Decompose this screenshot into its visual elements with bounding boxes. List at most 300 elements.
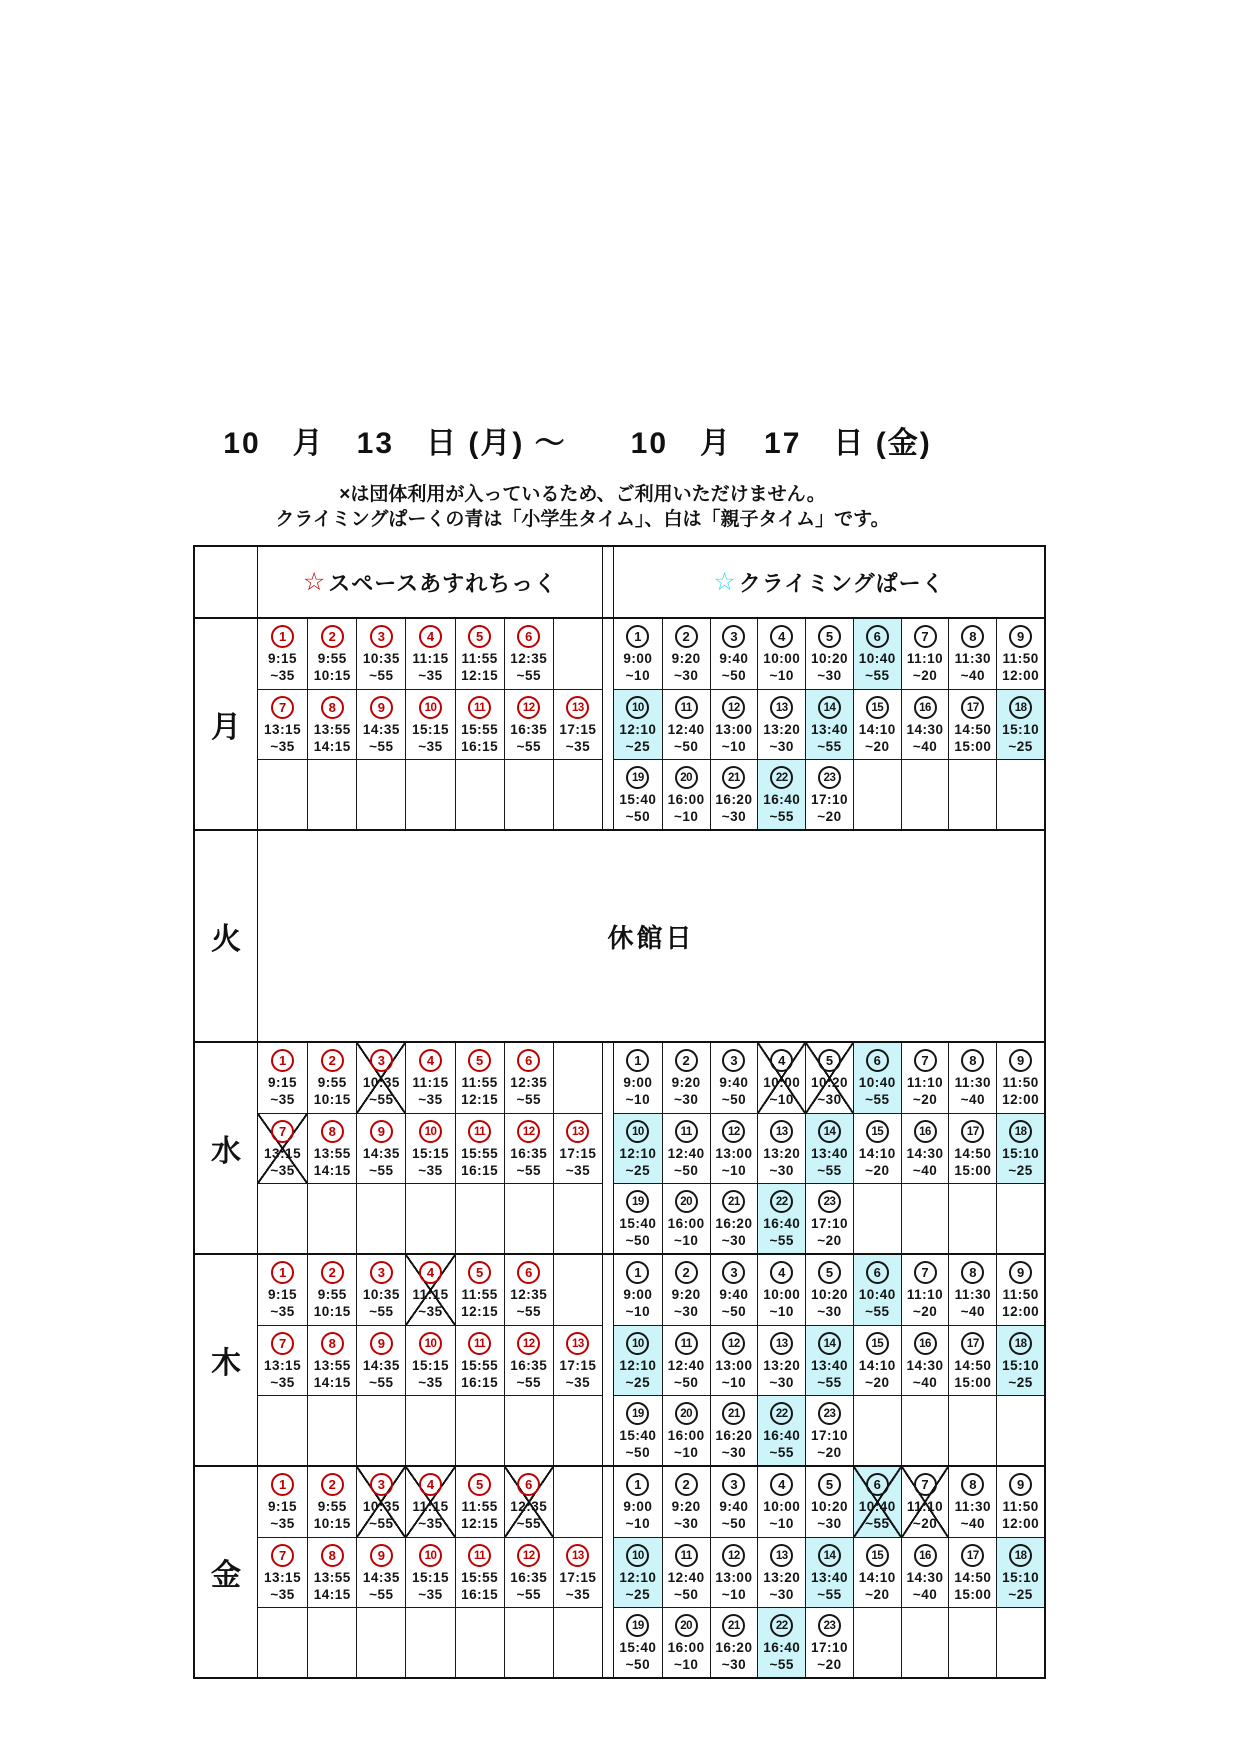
- athletic-slot-wed-6: [504, 1043, 553, 1113]
- slot-end-time: ~50: [673, 1162, 699, 1178]
- slot-number-circle: 1: [626, 625, 649, 648]
- slot-start-time: 15:55: [461, 1358, 499, 1373]
- slot-end-time: ~10: [673, 1444, 699, 1460]
- notes-block: [0, 482, 1165, 532]
- climbing-slot-wed-2: [662, 1043, 710, 1113]
- empty-cell: [307, 1395, 356, 1465]
- empty-cell: [553, 619, 602, 689]
- slot-end-time: ~55: [516, 1162, 541, 1178]
- day-label-wed: 水: [195, 1043, 258, 1253]
- slot-end-time: ~55: [817, 1586, 842, 1602]
- slot-number-circle: 19: [626, 766, 649, 789]
- slot-start-time: 16:20: [715, 792, 753, 807]
- slot-end-time: ~35: [565, 1162, 591, 1178]
- slot-start-time: 10:35: [362, 1075, 400, 1090]
- slot-number-circle: 19: [626, 1402, 649, 1425]
- slot-number-circle: 15: [866, 1544, 889, 1567]
- climbing-slot-fri-21: [710, 1607, 758, 1677]
- slot-end-time: ~40: [960, 667, 986, 683]
- slot-number-circle: 1: [626, 1473, 649, 1496]
- slot-start-time: 13:15: [264, 1358, 302, 1373]
- slot-start-time: 10:20: [810, 1075, 848, 1090]
- slot-number-circle: 11: [675, 696, 698, 719]
- climbing-section-header: [614, 547, 1044, 617]
- slot-number-circle: 5: [818, 1261, 841, 1284]
- slot-number-circle: 1: [271, 1049, 294, 1072]
- slot-number-circle: 9: [1009, 1473, 1032, 1496]
- slot-start-time: 11:50: [1002, 651, 1039, 666]
- empty-cell: [405, 1183, 454, 1253]
- climbing-slot-mon-12: [710, 689, 758, 759]
- athletic-slot-thu-12: [504, 1325, 553, 1395]
- empty-cell: [455, 759, 504, 829]
- climbing-slot-thu-18: [996, 1325, 1044, 1395]
- slot-start-time: 17:15: [559, 1570, 597, 1585]
- empty-cell: [901, 1183, 949, 1253]
- empty-cell: [455, 1607, 504, 1677]
- day-label-mon: 月: [195, 619, 258, 829]
- slot-number-circle: 13: [770, 696, 793, 719]
- slot-start-time: 10:40: [858, 651, 896, 666]
- empty-cell: [405, 1607, 454, 1677]
- slot-end-time: ~10: [769, 667, 794, 683]
- slot-start-time: 11:10: [906, 651, 944, 666]
- slot-number-circle: 5: [468, 1473, 491, 1496]
- slot-start-time: 9:20: [671, 651, 701, 666]
- athletic-slot-mon-2: [307, 619, 356, 689]
- athletic-slot-thu-7: [258, 1325, 307, 1395]
- slot-end-time: ~10: [625, 1091, 651, 1107]
- slot-end-time: ~55: [516, 1374, 541, 1390]
- slot-start-time: 10:40: [858, 1499, 896, 1514]
- athletic-slot-fri-7: [258, 1537, 307, 1607]
- slot-end-time: ~35: [270, 738, 295, 754]
- empty-cell: [853, 1395, 901, 1465]
- slot-end-time: ~55: [817, 1162, 842, 1178]
- empty-cell: [356, 1607, 405, 1677]
- slot-start-time: 17:10: [810, 792, 848, 807]
- slot-number-circle: 9: [370, 696, 393, 719]
- slot-number-circle: 11: [675, 1544, 698, 1567]
- climbing-slot-mon-22: [757, 759, 805, 829]
- slot-number-circle: 13: [566, 696, 589, 719]
- slot-number-circle: 3: [722, 1261, 745, 1284]
- slot-number-circle: 10: [626, 1544, 649, 1567]
- slot-end-time: ~35: [418, 1091, 443, 1107]
- athletic-slot-wed-13: [553, 1113, 602, 1183]
- slot-number-circle: 19: [626, 1614, 649, 1637]
- empty-cell: [996, 1395, 1044, 1465]
- climbing-slot-thu-10: [614, 1325, 662, 1395]
- climbing-slot-fri-16: [901, 1537, 949, 1607]
- athletic-slot-wed-5: [455, 1043, 504, 1113]
- slot-start-time: 11:55: [461, 651, 498, 666]
- slot-end-time: ~55: [369, 1374, 394, 1390]
- empty-cell: [307, 759, 356, 829]
- slot-end-time: ~55: [817, 1374, 842, 1390]
- slot-number-circle: 23: [818, 1614, 841, 1637]
- slot-end-time: ~55: [865, 1515, 890, 1531]
- slot-start-time: 9:20: [671, 1075, 701, 1090]
- slot-start-time: 9:40: [719, 651, 749, 666]
- slot-number-circle: 6: [517, 1473, 540, 1496]
- slot-number-circle: 13: [566, 1332, 589, 1355]
- empty-cell: [996, 1607, 1044, 1677]
- slot-start-time: 14:30: [906, 1146, 944, 1161]
- slot-end-time: ~25: [625, 1374, 651, 1390]
- slot-end-time: ~40: [912, 1586, 938, 1602]
- slot-start-time: 16:35: [510, 1358, 548, 1373]
- slot-number-circle: 15: [866, 1120, 889, 1143]
- day-row-mon: [195, 617, 1044, 829]
- slot-start-time: 12:35: [510, 1287, 548, 1302]
- climbing-slot-mon-13: [757, 689, 805, 759]
- empty-cell: [948, 1395, 996, 1465]
- slot-number-circle: 5: [468, 1261, 491, 1284]
- slot-end-time: ~20: [817, 1656, 842, 1672]
- athletic-slot-mon-10: [405, 689, 454, 759]
- slot-start-time: 9:40: [719, 1499, 749, 1514]
- slot-start-time: 11:30: [954, 1499, 991, 1514]
- slot-end-time: ~30: [817, 1303, 842, 1319]
- slot-end-time: ~30: [673, 667, 699, 683]
- slot-number-circle: 9: [1009, 1049, 1032, 1072]
- slot-number-circle: 11: [468, 1544, 491, 1567]
- slot-start-time: 12:10: [619, 1146, 657, 1161]
- slot-number-circle: 18: [1009, 1544, 1032, 1567]
- slot-number-circle: 4: [770, 1261, 793, 1284]
- athletic-grid-fri: [258, 1467, 602, 1677]
- day-row-tue: [195, 829, 1044, 1041]
- slot-end-time: ~20: [865, 738, 890, 754]
- slot-start-time: 13:55: [313, 1146, 351, 1161]
- slot-start-time: 11:30: [954, 1287, 991, 1302]
- slot-start-time: 13:40: [810, 722, 848, 737]
- empty-cell: [356, 1183, 405, 1253]
- slot-number-circle: 14: [818, 1544, 841, 1567]
- slot-start-time: 12:40: [667, 1358, 705, 1373]
- slot-end-time: ~55: [516, 738, 541, 754]
- closed-day-cell: 休館日: [607, 922, 695, 953]
- red-star-icon: ☆: [302, 567, 327, 596]
- climbing-slot-wed-14: [805, 1113, 853, 1183]
- slot-number-circle: 12: [517, 1332, 540, 1355]
- climbing-slot-fri-14: [805, 1537, 853, 1607]
- slot-start-time: 16:20: [715, 1428, 753, 1443]
- slot-end-time: ~30: [817, 667, 842, 683]
- athletic-slot-fri-11: [455, 1537, 504, 1607]
- slot-end-time: ~55: [369, 738, 394, 754]
- athletic-slot-thu-6: [504, 1255, 553, 1325]
- slot-start-time: 12:40: [667, 722, 705, 737]
- climbing-slot-thu-2: [662, 1255, 710, 1325]
- slot-end-time: ~35: [270, 667, 295, 683]
- slot-number-circle: 10: [626, 696, 649, 719]
- slot-start-time: 15:15: [411, 1358, 449, 1373]
- athletic-slot-thu-13: [553, 1325, 602, 1395]
- slot-end-time: ~55: [516, 1091, 541, 1107]
- slot-end-time: ~25: [1008, 1374, 1033, 1390]
- climbing-slot-mon-16: [901, 689, 949, 759]
- athletic-slot-wed-1: [258, 1043, 307, 1113]
- slot-end-time: 15:00: [954, 1374, 992, 1390]
- slot-number-circle: 9: [370, 1120, 393, 1143]
- empty-cell: [258, 759, 307, 829]
- slot-start-time: 12:40: [667, 1570, 705, 1585]
- slot-end-time: ~35: [418, 1374, 443, 1390]
- climbing-slot-thu-6: [853, 1255, 901, 1325]
- empty-cell: [553, 759, 602, 829]
- climbing-slot-mon-5: [805, 619, 853, 689]
- climbing-slot-mon-11: [662, 689, 710, 759]
- slot-number-circle: 16: [914, 1544, 937, 1567]
- climbing-slot-fri-13: [757, 1537, 805, 1607]
- slot-number-circle: 18: [1009, 1332, 1032, 1355]
- empty-cell: [405, 759, 454, 829]
- slot-number-circle: 2: [675, 1049, 698, 1072]
- slot-start-time: 15:40: [619, 1428, 657, 1443]
- slot-start-time: 11:10: [906, 1287, 944, 1302]
- slot-number-circle: 14: [818, 696, 841, 719]
- athletic-slot-fri-6: [504, 1467, 553, 1537]
- slot-end-time: 10:15: [313, 1091, 351, 1107]
- slot-number-circle: 1: [271, 625, 294, 648]
- climbing-slot-wed-5: [805, 1043, 853, 1113]
- page-title: 10 月 13 日 (月) ～ 10 月 17 日 (金): [223, 427, 932, 460]
- slot-number-circle: 21: [722, 1614, 745, 1637]
- slot-start-time: 12:35: [510, 651, 548, 666]
- slot-start-time: 12:35: [510, 1075, 548, 1090]
- slot-start-time: 11:15: [412, 1075, 449, 1090]
- slot-number-circle: 10: [626, 1332, 649, 1355]
- slot-end-time: ~40: [960, 1515, 986, 1531]
- slot-number-circle: 17: [961, 1544, 984, 1567]
- empty-cell: [996, 759, 1044, 829]
- athletic-slot-wed-7: [258, 1113, 307, 1183]
- slot-end-time: ~55: [865, 667, 890, 683]
- climbing-slot-mon-8: [948, 619, 996, 689]
- slot-end-time: ~25: [625, 1162, 651, 1178]
- slot-end-time: 15:00: [954, 738, 992, 754]
- slot-start-time: 15:40: [619, 792, 657, 807]
- section-separator: [602, 1255, 614, 1465]
- slot-start-time: 9:15: [268, 1287, 298, 1302]
- athletic-slot-fri-10: [405, 1537, 454, 1607]
- slot-start-time: 11:55: [461, 1499, 498, 1514]
- slot-start-time: 10:20: [810, 1499, 848, 1514]
- slot-end-time: ~35: [565, 738, 591, 754]
- slot-number-circle: 11: [675, 1332, 698, 1355]
- climbing-slot-fri-19: [614, 1607, 662, 1677]
- slot-number-circle: 16: [914, 1332, 937, 1355]
- day-row-thu: [195, 1253, 1044, 1465]
- empty-cell: [901, 759, 949, 829]
- slot-number-circle: 2: [321, 1049, 344, 1072]
- empty-cell: [356, 759, 405, 829]
- slot-end-time: ~55: [769, 1444, 794, 1460]
- slot-start-time: 11:50: [1002, 1287, 1039, 1302]
- slot-end-time: ~35: [270, 1586, 295, 1602]
- day-row-wed: [195, 1041, 1044, 1253]
- slot-end-time: ~10: [769, 1303, 794, 1319]
- slot-number-circle: 8: [321, 1120, 344, 1143]
- slot-end-time: ~35: [418, 1303, 443, 1319]
- slot-end-time: ~10: [721, 1162, 747, 1178]
- slot-end-time: ~35: [418, 738, 443, 754]
- empty-cell: [853, 759, 901, 829]
- climbing-slot-mon-23: [805, 759, 853, 829]
- slot-start-time: 9:55: [317, 651, 347, 666]
- slot-start-time: 10:00: [763, 651, 801, 666]
- climbing-slot-wed-23: [805, 1183, 853, 1253]
- slot-number-circle: 20: [675, 1614, 698, 1637]
- slot-start-time: 15:40: [619, 1640, 657, 1655]
- slot-start-time: 16:20: [715, 1216, 753, 1231]
- slot-start-time: 17:15: [559, 722, 597, 737]
- slot-start-time: 10:35: [362, 651, 400, 666]
- slot-number-circle: 6: [517, 1049, 540, 1072]
- slot-number-circle: 23: [818, 1402, 841, 1425]
- slot-start-time: 13:00: [715, 722, 753, 737]
- section-separator: [602, 547, 614, 617]
- climbing-slot-thu-15: [853, 1325, 901, 1395]
- slot-start-time: 12:10: [619, 722, 657, 737]
- slot-end-time: ~55: [817, 738, 842, 754]
- slot-number-circle: 13: [770, 1544, 793, 1567]
- slot-start-time: 9:15: [268, 1499, 298, 1514]
- climbing-slot-mon-2: [662, 619, 710, 689]
- slot-end-time: ~25: [1008, 1162, 1033, 1178]
- climbing-slot-fri-23: [805, 1607, 853, 1677]
- climbing-slot-fri-10: [614, 1537, 662, 1607]
- slot-start-time: 15:55: [461, 1146, 499, 1161]
- slot-end-time: ~55: [865, 1091, 890, 1107]
- slot-start-time: 13:00: [715, 1570, 753, 1585]
- athletic-slot-thu-10: [405, 1325, 454, 1395]
- climbing-slot-fri-1: [614, 1467, 662, 1537]
- climbing-header-label: クライミングぱーく: [738, 570, 945, 596]
- climbing-slot-fri-18: [996, 1537, 1044, 1607]
- climbing-slot-fri-8: [948, 1467, 996, 1537]
- slot-end-time: ~10: [625, 1515, 651, 1531]
- empty-cell: [553, 1467, 602, 1537]
- slot-number-circle: 8: [961, 625, 984, 648]
- slot-number-circle: 5: [818, 1049, 841, 1072]
- slot-start-time: 13:00: [715, 1146, 753, 1161]
- slot-number-circle: 6: [866, 625, 889, 648]
- athletic-section-header: [258, 547, 602, 617]
- slot-end-time: ~55: [369, 1162, 394, 1178]
- slot-number-circle: 7: [914, 1049, 937, 1072]
- slot-end-time: ~30: [721, 808, 747, 824]
- slot-number-circle: 15: [866, 696, 889, 719]
- climbing-slot-mon-9: [996, 619, 1044, 689]
- slot-start-time: 16:40: [763, 1216, 801, 1231]
- climbing-slot-mon-15: [853, 689, 901, 759]
- slot-number-circle: 2: [675, 1261, 698, 1284]
- slot-start-time: 12:40: [667, 1146, 705, 1161]
- slot-start-time: 11:50: [1002, 1075, 1039, 1090]
- slot-number-circle: 6: [517, 1261, 540, 1284]
- athletic-slot-thu-5: [455, 1255, 504, 1325]
- slot-start-time: 16:35: [510, 1570, 548, 1585]
- empty-cell: [307, 1607, 356, 1677]
- slot-end-time: ~20: [817, 1444, 842, 1460]
- climbing-slot-fri-4: [757, 1467, 805, 1537]
- slot-start-time: 16:40: [763, 1640, 801, 1655]
- slot-number-circle: 12: [517, 1120, 540, 1143]
- empty-cell: [455, 1395, 504, 1465]
- slot-end-time: ~10: [625, 667, 651, 683]
- slot-end-time: ~20: [817, 1232, 842, 1248]
- slot-start-time: 14:35: [362, 1358, 400, 1373]
- slot-start-time: 15:15: [411, 1146, 449, 1161]
- slot-end-time: ~50: [625, 1656, 651, 1672]
- slot-number-circle: 12: [722, 1332, 745, 1355]
- note-line-cross: ×は団体利用が入っているため、ご利用いただけません。: [339, 484, 826, 505]
- slot-start-time: 13:15: [264, 1146, 302, 1161]
- slot-end-time: ~10: [673, 808, 699, 824]
- slot-end-time: ~30: [721, 1232, 747, 1248]
- climbing-slot-wed-19: [614, 1183, 662, 1253]
- empty-cell: [553, 1043, 602, 1113]
- slot-end-time: 14:15: [313, 738, 351, 754]
- slot-start-time: 10:00: [763, 1499, 801, 1514]
- slot-number-circle: 18: [1009, 696, 1032, 719]
- slot-number-circle: 1: [626, 1049, 649, 1072]
- slot-end-time: ~25: [625, 738, 651, 754]
- empty-cell: [948, 1607, 996, 1677]
- slot-number-circle: 3: [722, 1049, 745, 1072]
- athletic-slot-thu-11: [455, 1325, 504, 1395]
- empty-cell: [853, 1607, 901, 1677]
- slot-number-circle: 6: [866, 1473, 889, 1496]
- climbing-slot-wed-18: [996, 1113, 1044, 1183]
- climbing-slot-thu-16: [901, 1325, 949, 1395]
- slot-number-circle: 20: [675, 1190, 698, 1213]
- slot-end-time: ~40: [912, 738, 938, 754]
- athletic-slot-thu-3: [356, 1255, 405, 1325]
- athletic-slot-fri-9: [356, 1537, 405, 1607]
- slot-start-time: 14:50: [954, 1570, 992, 1585]
- athletic-slot-thu-4: [405, 1255, 454, 1325]
- slot-start-time: 11:15: [412, 1499, 449, 1514]
- slot-start-time: 9:20: [671, 1287, 701, 1302]
- slot-start-time: 11:50: [1002, 1499, 1039, 1514]
- climbing-slot-thu-1: [614, 1255, 662, 1325]
- climbing-grid-mon: [614, 619, 1044, 829]
- slot-end-time: ~55: [769, 1656, 794, 1672]
- empty-cell: [901, 1607, 949, 1677]
- slot-start-time: 10:35: [362, 1499, 400, 1514]
- slot-start-time: 11:30: [954, 651, 991, 666]
- slot-end-time: ~50: [625, 1232, 651, 1248]
- slot-end-time: ~20: [865, 1374, 890, 1390]
- empty-cell: [553, 1183, 602, 1253]
- slot-end-time: ~20: [912, 1515, 938, 1531]
- slot-start-time: 16:35: [510, 722, 548, 737]
- slot-start-time: 13:40: [810, 1570, 848, 1585]
- slot-start-time: 9:15: [268, 651, 298, 666]
- slot-end-time: ~10: [625, 1303, 651, 1319]
- slot-end-time: ~55: [769, 1232, 794, 1248]
- slot-start-time: 11:15: [412, 1287, 449, 1302]
- slot-number-circle: 22: [770, 1402, 793, 1425]
- section-separator: [602, 1043, 614, 1253]
- slot-start-time: 14:10: [858, 1358, 896, 1373]
- slot-number-circle: 23: [818, 766, 841, 789]
- slot-number-circle: 22: [770, 766, 793, 789]
